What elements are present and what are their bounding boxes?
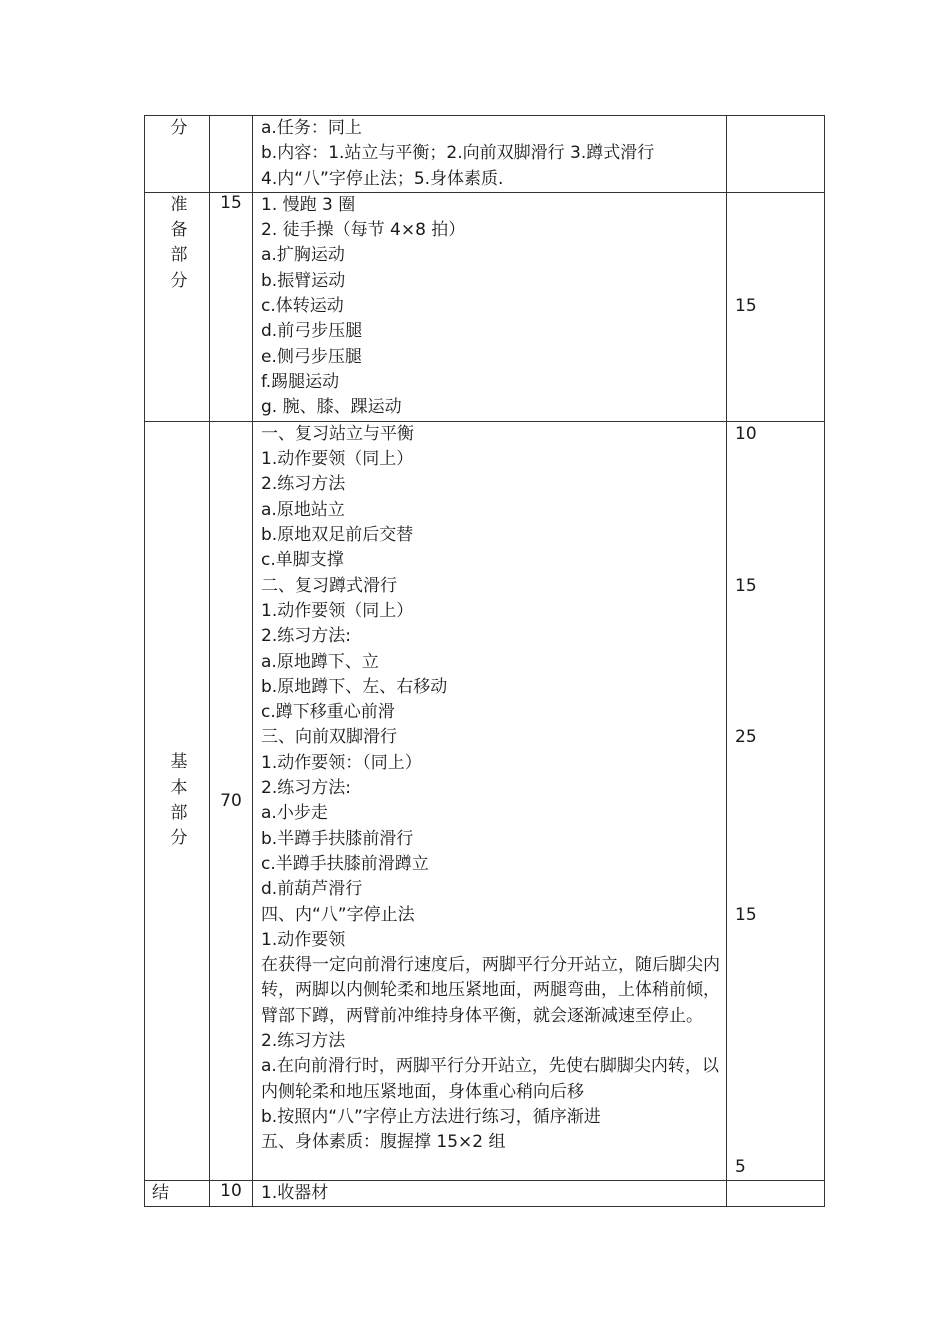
reps-value: 15 — [735, 904, 757, 925]
content-line: b.振臂运动 — [261, 270, 346, 291]
content-line: 四、内“八”字停止法 — [261, 904, 415, 925]
content-line: a.原地蹲下、立 — [261, 651, 379, 672]
minutes-value: 15 — [220, 192, 242, 213]
minutes-cell — [210, 421, 253, 1180]
content-line: c.半蹲手扶膝前滑蹲立 — [261, 853, 429, 874]
minutes-value: 70 — [220, 790, 242, 811]
reps-value: 15 — [735, 296, 757, 317]
content-line: 1.动作要领（同上） — [261, 600, 414, 621]
table-row — [145, 116, 825, 193]
content-line: 一、复习站立与平衡 — [261, 423, 414, 444]
table-row — [145, 421, 825, 1180]
content-line: f.踢腿运动 — [261, 371, 340, 392]
content-line: 1.动作要领（同上） — [261, 449, 414, 470]
content-line: a.小步走 — [261, 803, 328, 824]
section-cell — [145, 116, 210, 193]
reps-value: 25 — [735, 727, 757, 748]
content-cell — [253, 421, 727, 1180]
content-line: 1.收器材 — [261, 1182, 329, 1203]
content-line: b.原地双足前后交替 — [261, 525, 414, 546]
content-line: c.单脚支撑 — [261, 550, 344, 571]
content-line: 1.动作要领 — [261, 929, 346, 950]
content-line: a.任务：同上 — [261, 118, 362, 138]
content-line: b.按照内“八”字停止方法进行练习，循序渐进 — [261, 1106, 601, 1127]
content-line: 五、身体素质：腹握撑 15×2 组 — [261, 1132, 506, 1153]
reps-value: 15 — [735, 575, 757, 596]
content-line: b.半蹲手扶膝前滑行 — [261, 828, 414, 849]
content-paragraph: a.在向前滑行时，两脚平行分开站立，先使右脚脚尖内转，以内侧轮柔和地压紧地面，身体重心稍向后移 — [261, 1056, 719, 1102]
table-row — [145, 192, 825, 421]
content-line: c.体转运动 — [261, 296, 344, 317]
content-line: 2.练习方法: — [261, 778, 351, 799]
reps-value: 10 — [735, 423, 757, 444]
content-line: 三、向前双脚滑行 — [261, 727, 397, 748]
content-line: 2.练习方法 — [261, 474, 346, 495]
reps-cell — [727, 421, 825, 1180]
content-line: d.前弓步压腿 — [261, 321, 363, 342]
content-line: g. 腕、膝、踝运动 — [261, 397, 402, 418]
section-label: 基本部分 — [170, 752, 188, 849]
reps-cell — [727, 116, 825, 193]
minutes-value: 10 — [220, 1180, 242, 1201]
content-line: 2. 徒手操（每节 4×8 拍） — [261, 220, 466, 241]
section-label: 分 — [170, 118, 188, 138]
content-cell — [253, 116, 727, 193]
content-line: 二、复习蹲式滑行 — [261, 575, 397, 596]
content-line: a.原地站立 — [261, 499, 345, 520]
content-line: c.蹲下移重心前滑 — [261, 702, 395, 723]
minutes-cell — [210, 116, 253, 193]
content-line: 2.练习方法: — [261, 626, 351, 647]
content-cell — [253, 1180, 727, 1206]
minutes-cell — [210, 192, 253, 421]
content-line: 2.练习方法 — [261, 1031, 346, 1052]
content-line: b.内容：1.站立与平衡；2.向前双脚滑行 3.蹲式滑行 — [261, 143, 655, 164]
content-line: 1.动作要领：（同上） — [261, 752, 422, 773]
section-cell — [145, 192, 210, 421]
reps-value — [735, 1181, 824, 1206]
content-cell — [253, 192, 727, 421]
reps-value: 5 — [735, 1156, 746, 1177]
content-line: a.扩胸运动 — [261, 245, 345, 266]
minutes-cell — [210, 1180, 253, 1206]
content-line: 1. 慢跑 3 圈 — [261, 194, 356, 215]
section-cell — [145, 1180, 210, 1206]
content-line: e.侧弓步压腿 — [261, 346, 362, 367]
reps-cell — [727, 192, 825, 421]
section-label: 准备部分 — [170, 194, 188, 291]
content-line: 4.内“八”字停止法；5.身体素质. — [261, 168, 504, 189]
lesson-plan-table — [144, 115, 825, 1207]
content-line: b.原地蹲下、左、右移动 — [261, 676, 448, 697]
section-cell — [145, 421, 210, 1180]
content-paragraph: 在获得一定向前滑行速度后，两脚平行分开站立，随后脚尖内转，两脚以内侧轮柔和地压紧地面，两腿弯曲，上体稍前倾，臂部下蹲，两臂前冲维持身体平衡，就会逐渐减速至停止。 — [261, 955, 720, 1026]
reps-value — [735, 116, 824, 141]
table-row — [145, 1180, 825, 1206]
content-line: d.前葫芦滑行 — [261, 879, 363, 900]
section-label: 结 — [152, 1182, 169, 1203]
reps-cell — [727, 1180, 825, 1206]
